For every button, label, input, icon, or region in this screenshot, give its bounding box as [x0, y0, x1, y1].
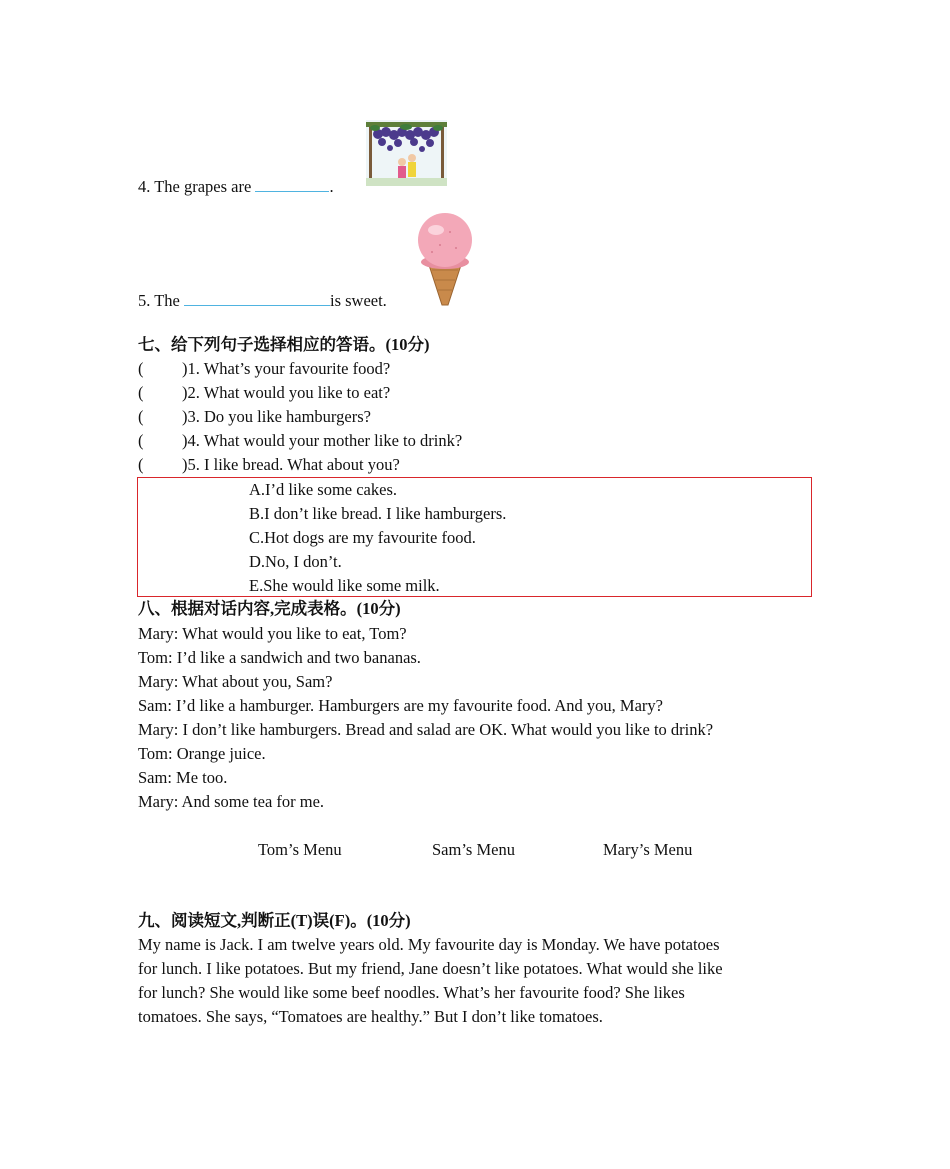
dialogue-line: Mary: I don’t like hamburgers. Bread and salad are OK. What would you like to drink? — [138, 720, 714, 739]
dialogue-line: Tom: I’d like a sandwich and two bananas. — [138, 648, 421, 667]
answer-option-c: C.Hot dogs are my favourite food. — [249, 528, 476, 547]
dialogue-line: Mary: And some tea for me. — [138, 792, 325, 811]
answer-paren-1[interactable]: ( — [138, 359, 144, 378]
section-8-heading: 八、根据对话内容,完成表格。(10分) — [138, 599, 401, 618]
dialogue-line: Sam: I’d like a hamburger. Hamburgers are my favourite food. And you, Mary? — [138, 696, 663, 715]
matching-question-1 — [138, 359, 390, 379]
question-text: )5. I like bread. What about you? — [182, 455, 400, 474]
section-9-heading: 九、阅读短文,判断正(T)误(F)。(10分) — [138, 911, 411, 930]
answer-paren-2[interactable]: ( — [138, 383, 144, 402]
matching-question-3 — [138, 407, 371, 427]
question-5-text: 5. The — [138, 291, 184, 310]
matching-question-5 — [138, 455, 400, 475]
question-5-end: is sweet. — [329, 291, 387, 310]
answer-option-e: E.She would like some milk. — [249, 576, 440, 595]
question-text: )1. What’s your favourite food? — [182, 359, 391, 378]
answer-paren-5[interactable]: ( — [138, 455, 144, 474]
answer-option-a: A.I’d like some cakes. — [249, 480, 397, 499]
dialogue-line: Mary: What would you like to eat, Tom? — [138, 624, 407, 643]
menu-header-tom: Tom’s Menu — [258, 840, 342, 859]
answer-option-d: D.No, I don’t. — [249, 552, 342, 571]
answer-blank-5[interactable] — [184, 290, 330, 306]
passage-line: for lunch? She would like some beef noodles. What’s her favourite food? She likes — [138, 983, 685, 1002]
question-4-text: 4. The grapes are — [138, 177, 256, 196]
passage-line: tomatoes. She says, “Tomatoes are healthy.” But I don’t like tomatoes. — [138, 1007, 603, 1026]
question-4 — [138, 176, 334, 197]
dialogue-line: Sam: Me too. — [138, 768, 228, 787]
ice-cream-image — [410, 210, 480, 308]
answer-paren-4[interactable]: ( — [138, 431, 144, 450]
question-5 — [138, 290, 387, 311]
answer-blank-4[interactable] — [255, 176, 329, 192]
passage-line: for lunch. I like potatoes. But my friend, Jane doesn’t like potatoes. What would she like — [138, 959, 723, 978]
dialogue-line: Mary: What about you, Sam? — [138, 672, 333, 691]
question-text: )4. What would your mother like to drink? — [182, 431, 463, 450]
question-4-end: . — [329, 177, 334, 196]
answer-options-box — [137, 477, 812, 597]
question-text: )3. Do you like hamburgers? — [182, 407, 371, 426]
answer-paren-3[interactable]: ( — [138, 407, 144, 426]
question-text: )2. What would you like to eat? — [182, 383, 391, 402]
answer-option-b: B.I don’t like bread. I like hamburgers. — [249, 504, 507, 523]
matching-question-4 — [138, 431, 462, 451]
matching-question-2 — [138, 383, 390, 403]
section-7-heading: 七、给下列句子选择相应的答语。(10分) — [138, 335, 430, 354]
menu-header-mary: Mary’s Menu — [603, 840, 693, 859]
dialogue-line: Tom: Orange juice. — [138, 744, 266, 763]
passage-line: My name is Jack. I am twelve years old. My favourite day is Monday. We have potatoes — [138, 935, 720, 954]
menu-header-sam: Sam’s Menu — [432, 840, 515, 859]
grapes-arbor-image — [366, 120, 447, 186]
